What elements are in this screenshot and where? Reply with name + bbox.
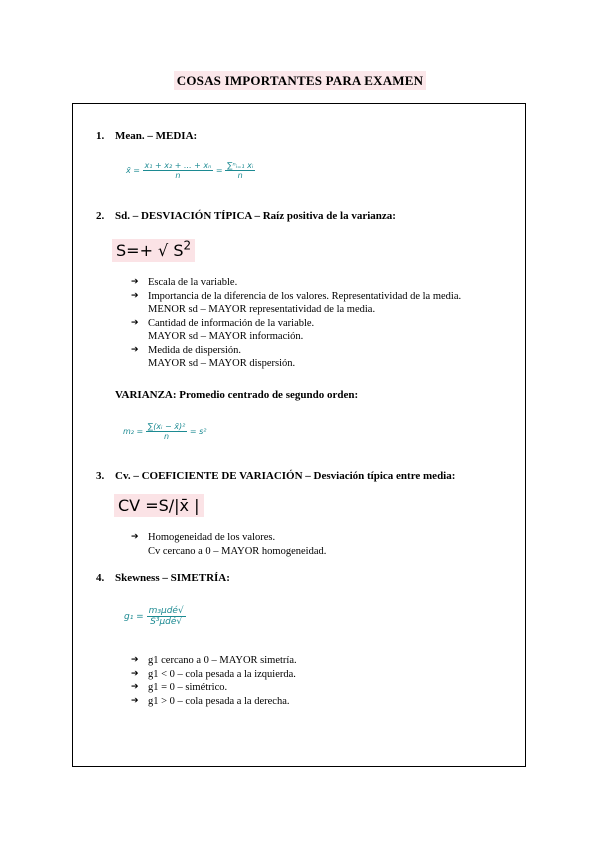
- varianza-heading: VARIANZA: Promedio centrado de segundo orden:: [115, 389, 359, 401]
- cv-bullet-list: [131, 531, 326, 558]
- skewness-bullet-list: [131, 654, 297, 708]
- section-heading-cv: Cv. – COEFICIENTE DE VARIACIÓN – Desviación típica entre media:: [115, 470, 456, 482]
- mean-formula: x̄ = $\frac{\text{x₁ + x₂ + ... + xₙ}}{n}$ = $\frac{\text{∑ⁿᵢ₌₁ xᵢ}}{n}$: [126, 161, 254, 180]
- section-heading-skewness: Skewness – SIMETRÍA:: [115, 572, 230, 584]
- list-item: ➔ Medida de dispersión. MAYOR sd – MAYOR dispersión.: [131, 344, 296, 369]
- section-heading-mean: Mean. – MEDIA:: [115, 130, 198, 142]
- skewness-formula: g₁ = $\frac{\text{m₃μdé√}}{\text{S³μdé√}}$: [124, 606, 184, 627]
- list-item: ➔ Homogeneidad de los valores. Cv cercano a 0 – MAYOR homogeneidad.: [131, 532, 327, 557]
- list-item: ➔ g1 > 0 – cola pesada a la derecha.: [131, 695, 290, 707]
- list-item: ➔ Importancia de la diferencia de los valores. Representatividad de la media. MENOR sd – MAYOR representatividad de la media.: [131, 290, 462, 315]
- varianza-formula: m₂ = $\frac{\text{∑(xᵢ − x̄)²}}{n}$ = s²: [123, 422, 207, 441]
- section-number: 3.: [96, 470, 105, 482]
- list-item: ➔ g1 < 0 – cola pesada a la izquierda.: [131, 668, 296, 680]
- section-number: 4.: [96, 572, 105, 584]
- cv-formula: CV =S/|x̄ |: [114, 496, 204, 515]
- section-number: 2.: [96, 210, 105, 222]
- sd-bullet-list: [131, 276, 461, 371]
- list-item: ➔ Escala de la variable.: [131, 277, 238, 288]
- list-item: ➔ Cantidad de información de la variable. MAYOR sd – MAYOR información.: [131, 317, 315, 342]
- sd-formula: S=+ √ $S^2$: [112, 239, 195, 260]
- list-item: ➔ g1 = 0 – simétrico.: [131, 682, 228, 693]
- list-item: ➔ g1 cercano a 0 – MAYOR simetría.: [131, 655, 297, 666]
- page-title: COSAS IMPORTANTES PARA EXAMEN: [0, 72, 600, 90]
- section-heading-sd: Sd. – DESVIACIÓN TÍPICA – Raíz positiva de la varianza:: [115, 210, 396, 222]
- section-number: 1.: [96, 130, 105, 142]
